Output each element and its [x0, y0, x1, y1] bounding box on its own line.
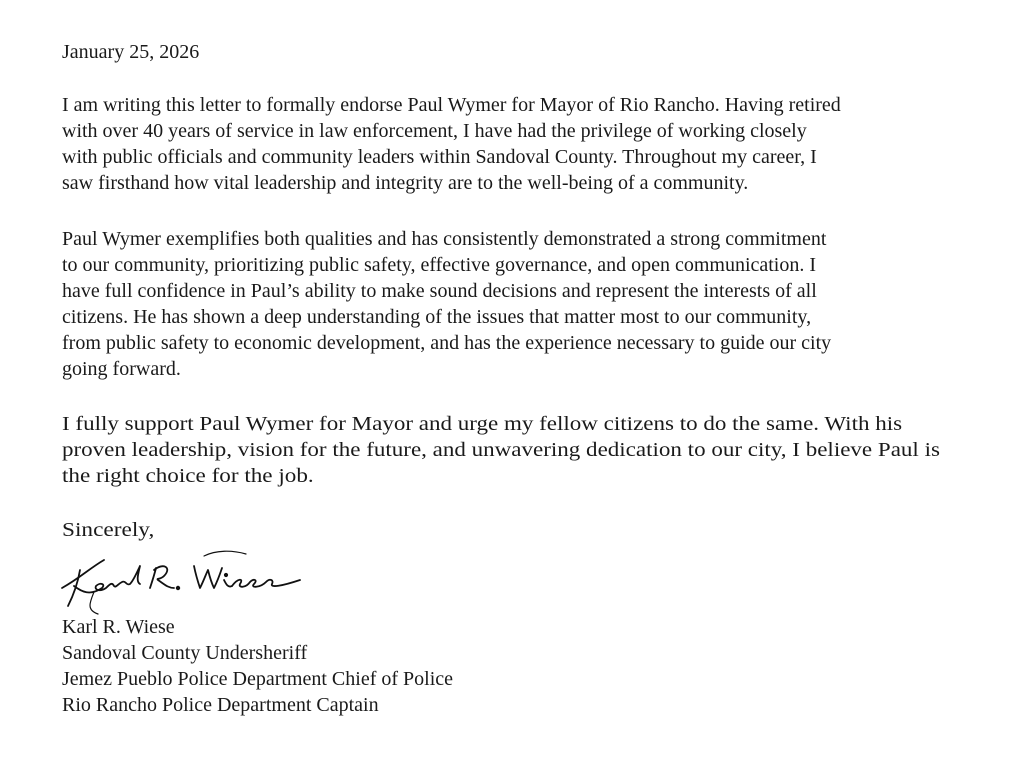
signature — [60, 548, 320, 618]
paragraph-line: the right choice for the job. — [62, 465, 314, 487]
paragraph-line: from public safety to economic development, and has the experience necessary to guide our city — [62, 332, 832, 354]
paragraph-line: to our community, prioritizing public safety, effective governance, and open communication. I — [62, 254, 817, 276]
signer-name: Karl R. Wiese — [62, 616, 175, 638]
signer-title: Sandoval County Undersheriff — [62, 642, 308, 664]
paragraph-line: citizens. He has shown a deep understanding of the issues that matter most to our community, — [62, 306, 812, 328]
paragraph-line: going forward. — [62, 358, 181, 380]
paragraph-line: I fully support Paul Wymer for Mayor and urge my fellow citizens to do the same. With his — [62, 413, 903, 435]
closing: Sincerely, — [62, 519, 155, 541]
letter-date: January 25, 2026 — [62, 41, 200, 63]
signer-title: Jemez Pueblo Police Department Chief of Police — [62, 668, 454, 690]
paragraph-line: with public officials and community leaders within Sandoval County. Throughout my career, I — [62, 146, 817, 168]
paragraph-line: I am writing this letter to formally endorse Paul Wymer for Mayor of Rio Rancho. Having retired — [62, 94, 841, 116]
paragraph-line: proven leadership, vision for the future, and unwavering dedication to our city, I believe Paul is — [62, 439, 940, 461]
paragraph-line: with over 40 years of service in law enforcement, I have had the privilege of working closely — [62, 120, 807, 142]
paragraph-line: have full confidence in Paul’s ability to make sound decisions and represent the interests of all — [62, 280, 817, 302]
paragraph-line: saw firsthand how vital leadership and integrity are to the well-being of a community. — [62, 172, 749, 194]
signer-title: Rio Rancho Police Department Captain — [62, 694, 379, 716]
paragraph-line: Paul Wymer exemplifies both qualities and has consistently demonstrated a strong commitment — [62, 228, 827, 250]
